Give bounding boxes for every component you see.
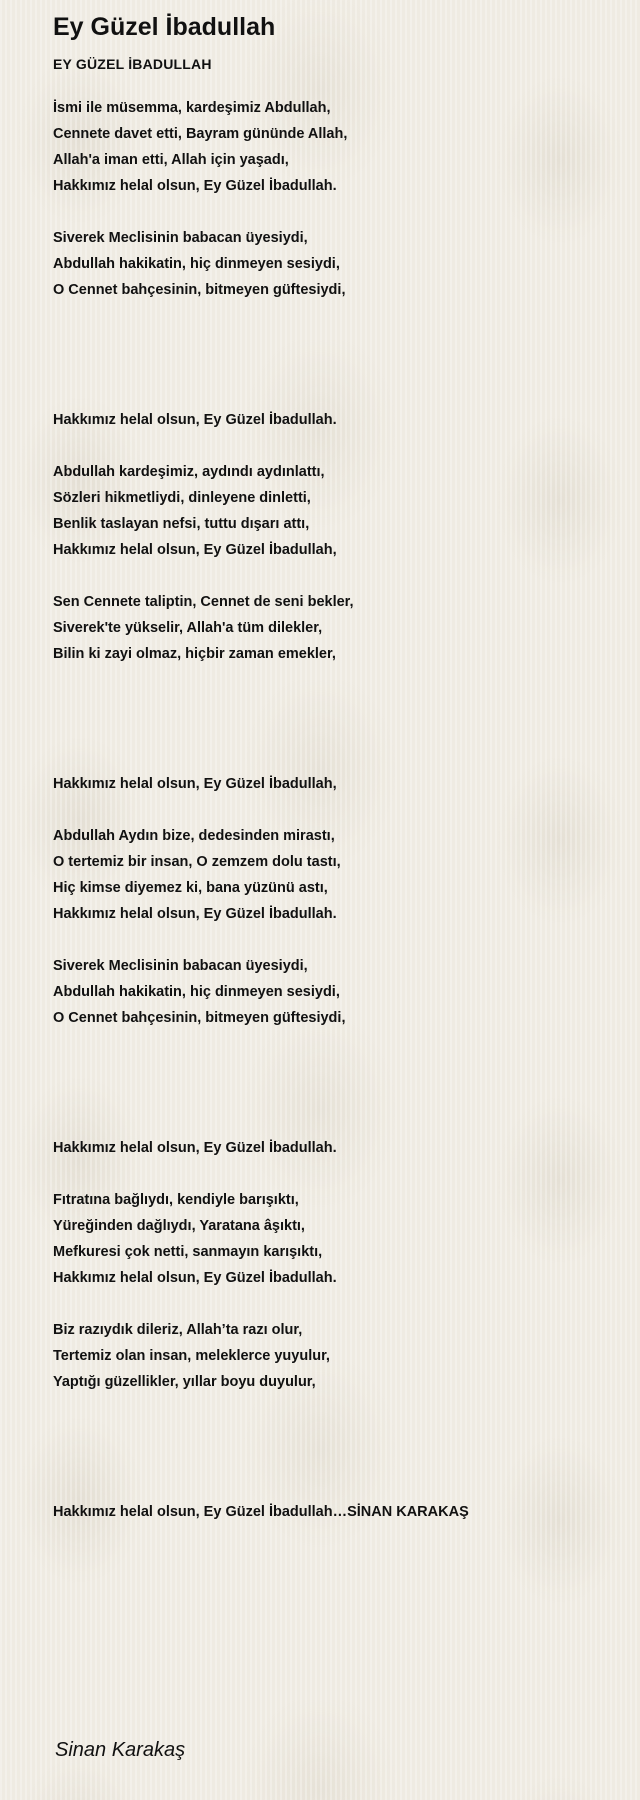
poem-line: Hakkımız helal olsun, Ey Güzel İbadullah, (53, 542, 337, 558)
poem-line: O Cennet bahçesinin, bitmeyen güftesiydi, (53, 1010, 346, 1026)
poem-line: İsmi ile müsemma, kardeşimiz Abdullah, (53, 100, 331, 116)
poem-blank-line (53, 1031, 623, 1057)
poem-title: Ey Güzel İbadullah (53, 13, 276, 41)
poem-line: Biz razıydık dileriz, Allah’ta razı olur, (53, 1322, 303, 1338)
poem-line: Abdullah hakikatin, hiç dinmeyen sesiydi, (53, 984, 340, 1000)
poem-line: Siverek Meclisinin babacan üyesiydi, (53, 958, 308, 974)
poem-line: Yaptığı güzellikler, yıllar boyu duyulur, (53, 1374, 316, 1390)
poem-blank-line (53, 719, 623, 745)
poem-blank-line (53, 927, 623, 953)
poem-line: Hakkımız helal olsun, Ey Güzel İbadullah…SİNAN KARAKAŞ (53, 1504, 469, 1520)
poem-page (53, 12, 623, 1525)
poem-line: Abdullah kardeşimiz, aydındı aydınlattı, (53, 464, 325, 480)
poem-blank-line (53, 667, 623, 693)
poem-line: Allah'a iman etti, Allah için yaşadı, (53, 152, 289, 168)
poem-line: Hiç kimse diyemez ki, bana yüzünü astı, (53, 880, 328, 896)
poem-blank-line (53, 1057, 623, 1083)
poem-line: Abdullah hakikatin, hiç dinmeyen sesiydi, (53, 256, 340, 272)
poem-blank-line (53, 329, 623, 355)
poem-line: Siverek'te yükselir, Allah'a tüm dilekler, (53, 620, 323, 636)
poem-blank-line (53, 693, 623, 719)
poem-blank-line (53, 797, 623, 823)
poem-line: Siverek Meclisinin babacan üyesiydi, (53, 230, 308, 246)
poem-line: Hakkımız helal olsun, Ey Güzel İbadullah. (53, 906, 337, 922)
poem-line: Yüreğinden dağlıydı, Yaratana âşıktı, (53, 1218, 305, 1234)
poem-blank-line (53, 1447, 623, 1473)
poem-blank-line (53, 745, 623, 771)
author-signature: Sinan Karakaş (55, 1739, 186, 1761)
poem-line: Hakkımız helal olsun, Ey Güzel İbadullah. (53, 1270, 337, 1286)
poem-blank-line (53, 1109, 623, 1135)
poem-line: O Cennet bahçesinin, bitmeyen güftesiydi, (53, 282, 346, 298)
poem-blank-line (53, 1083, 623, 1109)
poem-line: Hakkımız helal olsun, Ey Güzel İbadullah. (53, 178, 337, 194)
poem-blank-line (53, 433, 623, 459)
poem-line: Tertemiz olan insan, meleklerce yuyulur, (53, 1348, 330, 1364)
poem-line: Benlik taslayan nefsi, tuttu dışarı attı, (53, 516, 310, 532)
poem-blank-line (53, 1395, 623, 1421)
poem-line: Sözleri hikmetliydi, dinleyene dinletti, (53, 490, 311, 506)
poem-line: Mefkuresi çok netti, sanmayın karışıktı, (53, 1244, 323, 1260)
poem-line: O tertemiz bir insan, O zemzem dolu tastı, (53, 854, 341, 870)
poem-blank-line (53, 1291, 623, 1317)
poem-line: Abdullah Aydın bize, dedesinden mirastı, (53, 828, 335, 844)
poem-line: Hakkımız helal olsun, Ey Güzel İbadullah, (53, 776, 337, 792)
poem-blank-line (53, 303, 623, 329)
poem-blank-line (53, 355, 623, 381)
poem-blank-line (53, 1421, 623, 1447)
poem-subtitle: EY GÜZEL İBADULLAH (53, 56, 212, 72)
poem-line: Hakkımız helal olsun, Ey Güzel İbadullah. (53, 1140, 337, 1156)
poem-blank-line (53, 1161, 623, 1187)
poem-line: Hakkımız helal olsun, Ey Güzel İbadullah. (53, 412, 337, 428)
poem-blank-line (53, 1473, 623, 1499)
poem-blank-line (53, 199, 623, 225)
poem-line: Fıtratına bağlıydı, kendiyle barışıktı, (53, 1192, 299, 1208)
poem-body (53, 95, 623, 1525)
poem-line: Cennete davet etti, Bayram gününde Allah, (53, 126, 348, 142)
poem-blank-line (53, 381, 623, 407)
poem-line: Bilin ki zayi olmaz, hiçbir zaman emekler, (53, 646, 336, 662)
poem-blank-line (53, 563, 623, 589)
poem-line: Sen Cennete taliptin, Cennet de seni bekler, (53, 594, 354, 610)
